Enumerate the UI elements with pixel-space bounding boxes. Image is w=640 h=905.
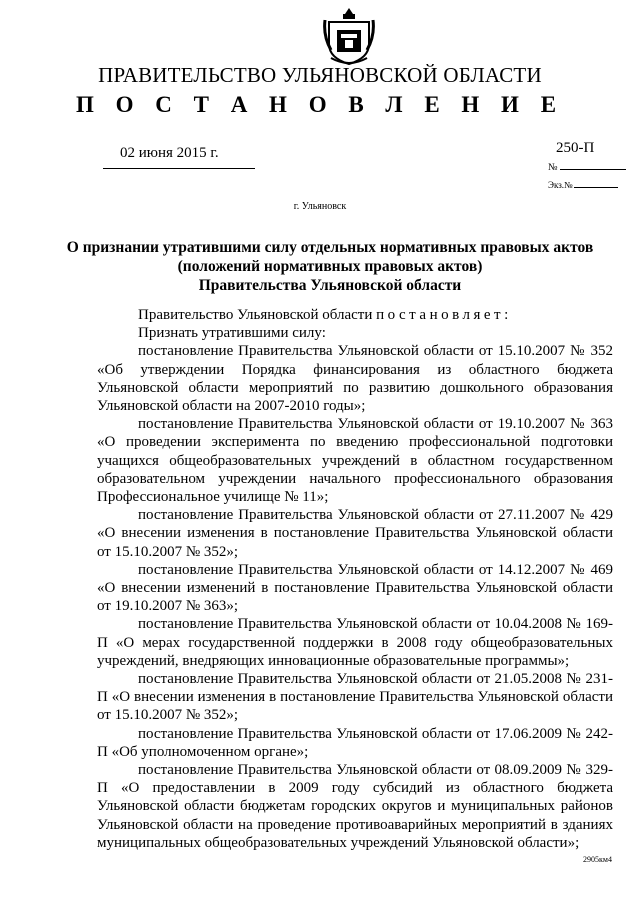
list-item: постановление Правительства Ульяновской области от 15.10.2007 № 352 «Об утверждении Порядка финансирования из областного бюджета Ульяновской области мероприятий по развитию дошкольного образования Ульяновской области на 2007-2010 годы»;	[97, 343, 613, 415]
number-underline	[560, 169, 626, 170]
list-item: постановление Правительства Ульяновской области от 21.05.2008 № 231-П «О внесении изменения в постановление Правительства Ульяновской области от 15.10.2007 № 352»;	[97, 671, 613, 724]
list-item: постановление Правительства Ульяновской области от 17.06.2009 № 242-П «Об уполномоченном органе»;	[97, 725, 613, 760]
copy-field	[548, 180, 618, 190]
document-type: П О С Т А Н О В Л Е Н И Е	[75, 92, 565, 117]
list-item: постановление Правительства Ульяновской области от 14.12.2007 № 469 «О внесении изменений в постановление Правительства Ульяновской области от 19.10.2007 № 363»;	[97, 561, 613, 615]
city: г. Ульяновск	[293, 201, 347, 212]
title-line-3: Правительства Ульяновской области	[198, 277, 462, 294]
title-line-2: (положений нормативных правовых актов)	[177, 258, 483, 275]
list-item: постановление Правительства Ульяновской области от 27.11.2007 № 429 «О внесении изменения в постановление Правительства Ульяновской области от 15.10.2007 № 352»;	[97, 507, 613, 560]
number-label: №	[548, 162, 558, 173]
copy-label: Экз.№	[548, 180, 573, 190]
list-item: постановление Правительства Ульяновской области от 08.09.2009 № 329-П «О предоставлении в 2009 году субсидий из областного бюджета Ульяновской области бюджетам городских округов и муниципальных районов Ульяновской области на проведение противоаварийных мероприятий в зданиях муниципальных общеобразовательных учреждений Ульяновской области»;	[97, 762, 613, 851]
footer-code: 2905км4	[583, 855, 612, 864]
coat-of-arms-icon	[323, 6, 375, 68]
declare-paragraph: Признать утратившими силу:	[138, 325, 326, 342]
government-name: ПРАВИТЕЛЬСТВО УЛЬЯНОВСКОЙ ОБЛАСТИ	[98, 63, 542, 87]
document-title	[60, 238, 600, 295]
document-number: 250-П	[556, 140, 595, 156]
title-line-1: О признании утратившими силу отдельных нормативных правовых актов	[66, 239, 594, 256]
number-field	[548, 162, 626, 173]
document-body	[97, 306, 613, 852]
intro-prefix: Правительство Ульяновской области	[138, 307, 373, 323]
intro-resolves: постановляет:	[376, 307, 512, 323]
date-underline	[103, 168, 255, 169]
document-date: 02 июня 2015 г.	[120, 145, 219, 161]
copy-underline	[574, 187, 618, 188]
list-item: постановление Правительства Ульяновской области от 10.04.2008 № 169-П «О мерах государственной поддержки в 2008 году общеобразовательных учреждений, внедряющих инновационные образовательные программы»;	[97, 616, 613, 669]
intro-paragraph	[97, 306, 613, 324]
list-item: постановление Правительства Ульяновской области от 19.10.2007 № 363 «О проведении эксперимента по введению профессиональной подготовки учащихся общеобразовательных учреждений в областном государственном образовательном учреждении начального профессионального образования Профессиональное училище № 11»;	[97, 416, 613, 506]
